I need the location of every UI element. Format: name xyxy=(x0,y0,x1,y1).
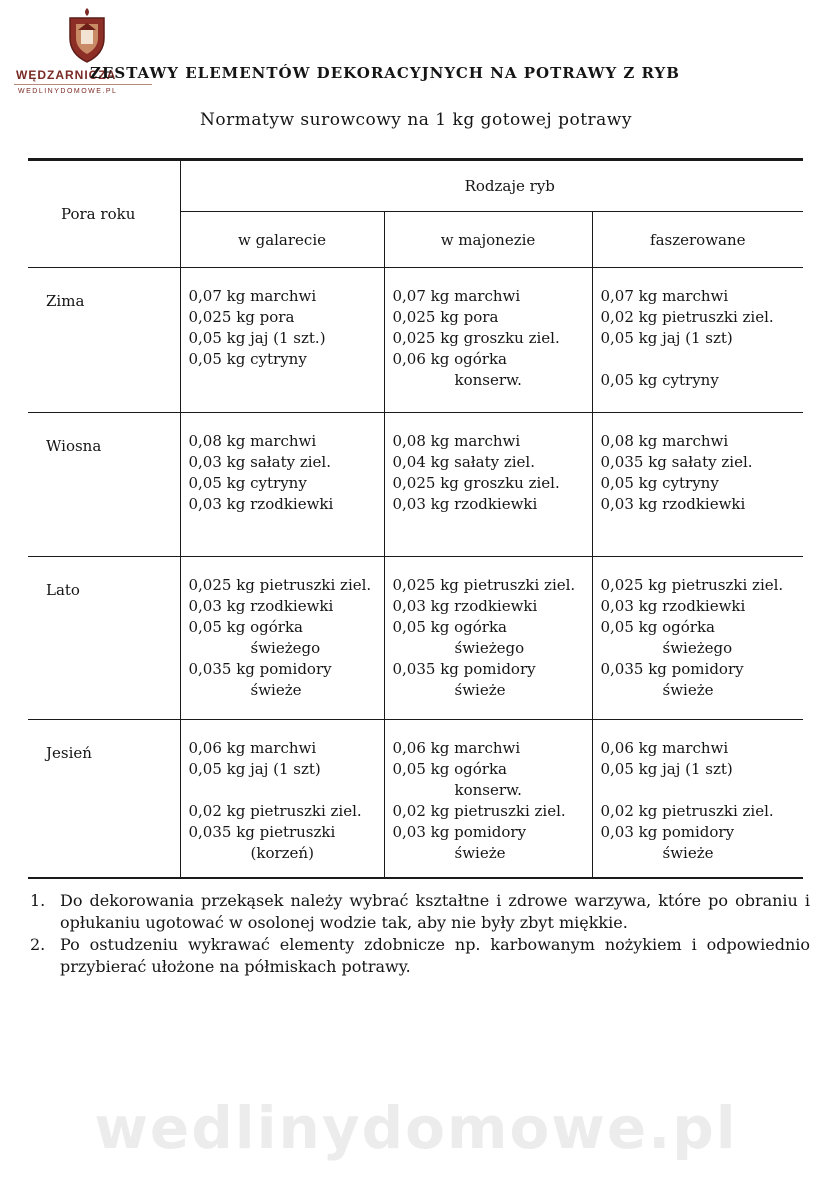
ingredient-line: 0,035 kg sałaty ziel. xyxy=(600,453,753,471)
ingredient-line: 0,06 kg marchwi xyxy=(188,739,317,757)
ingredient-line: 0,035 kg pomidory xyxy=(600,660,744,678)
ingredient-line: świeże xyxy=(662,681,714,699)
cell-faszerowane xyxy=(592,720,803,878)
table-row xyxy=(28,557,803,720)
ingredient-line: 0,025 kg pietruszki ziel. xyxy=(600,576,784,594)
cell-galarecie xyxy=(180,413,384,557)
ingredient-line: 0,05 kg cytryny xyxy=(188,474,307,492)
ingredient-line: 0,04 kg sałaty ziel. xyxy=(392,453,535,471)
cell-galarecie xyxy=(180,268,384,413)
ingredient-line: świeżego xyxy=(662,639,733,657)
ingredient-line: 0,07 kg marchwi xyxy=(392,287,521,305)
ingredient-line: 0,02 kg pietruszki ziel. xyxy=(600,308,774,326)
column-header-majonezie: w majonezie xyxy=(384,212,592,268)
table-row xyxy=(28,413,803,557)
table-row xyxy=(28,720,803,878)
watermark: wedlinydomowe.pl xyxy=(94,1094,738,1162)
season-cell: Jesień xyxy=(28,720,180,878)
ingredient-line: 0,05 kg ogórka xyxy=(392,760,507,778)
season-cell: Zima xyxy=(28,268,180,413)
note-number: 2. xyxy=(30,935,46,954)
ingredient-line: 0,05 kg jaj (1 szt) xyxy=(188,760,321,778)
cell-faszerowane xyxy=(592,413,803,557)
note-number: 1. xyxy=(30,891,46,910)
ingredient-line: 0,035 kg pomidory xyxy=(392,660,536,678)
ingredient-line: 0,08 kg marchwi xyxy=(392,432,521,450)
logo xyxy=(14,4,164,102)
ingredient-line: 0,035 kg pomidory xyxy=(188,660,332,678)
cell-galarecie xyxy=(180,720,384,878)
ingredient-line: świeże xyxy=(250,681,302,699)
ingredient-line: 0,03 kg rzodkiewki xyxy=(188,597,334,615)
ingredient-line: 0,05 kg jaj (1 szt) xyxy=(600,760,733,778)
ingredient-line: 0,025 kg pietruszki ziel. xyxy=(392,576,576,594)
ingredient-line: 0,05 kg cytryny xyxy=(600,474,719,492)
cell-majonezie xyxy=(384,413,592,557)
ingredient-line: 0,05 kg cytryny xyxy=(600,371,719,389)
ingredient-line: 0,02 kg pietruszki ziel. xyxy=(392,802,566,820)
ingredient-line: 0,05 kg cytryny xyxy=(188,350,307,368)
ingredient-line: świeżego xyxy=(250,639,321,657)
note-1 xyxy=(30,890,810,934)
cell-majonezie xyxy=(384,720,592,878)
ingredient-line: 0,05 kg ogórka xyxy=(392,618,507,636)
ingredient-line: 0,025 kg pora xyxy=(188,308,295,326)
ingredient-line: świeże xyxy=(662,844,714,862)
column-header-faszerowane: faszerowane xyxy=(592,212,803,268)
ingredient-line: 0,02 kg pietruszki ziel. xyxy=(188,802,362,820)
season-header: Pora roku xyxy=(28,160,180,268)
ingredient-line: 0,03 kg rzodkiewki xyxy=(600,597,746,615)
cell-faszerowane xyxy=(592,557,803,720)
table-row xyxy=(28,268,803,413)
ingredient-line: 0,03 kg pomidory xyxy=(392,823,527,841)
ingredient-line: (korzeń) xyxy=(250,844,314,862)
logo-name: WĘDZARNICZA xyxy=(16,68,117,82)
ingredient-line: 0,03 kg rzodkiewki xyxy=(188,495,334,513)
ingredient-line: 0,025 kg groszku ziel. xyxy=(392,474,560,492)
ingredient-line: konserw. xyxy=(454,781,522,799)
cell-galarecie xyxy=(180,557,384,720)
ingredient-line: 0,025 kg groszku ziel. xyxy=(392,329,560,347)
norms-table xyxy=(28,158,803,879)
ingredient-line: 0,02 kg pietruszki ziel. xyxy=(600,802,774,820)
ingredient-line: 0,03 kg pomidory xyxy=(600,823,735,841)
ingredient-line: 0,03 kg rzodkiewki xyxy=(392,495,538,513)
notes xyxy=(30,890,810,978)
cell-majonezie xyxy=(384,557,592,720)
crest-icon xyxy=(64,8,110,64)
ingredient-line: 0,035 kg pietruszki xyxy=(188,823,336,841)
note-text: Po ostudzeniu wykrawać elementy zdobnicze np. karbowanym nożykiem i odpowiednio przybierać ułożone na półmiskach potrawy. xyxy=(60,935,810,976)
season-cell: Wiosna xyxy=(28,413,180,557)
ingredient-line: 0,06 kg marchwi xyxy=(600,739,729,757)
ingredient-line: 0,05 kg ogórka xyxy=(600,618,715,636)
note-text: Do dekorowania przekąsek należy wybrać kształtne i zdrowe warzywa, które po obraniu i opłukaniu ugotować w osolonej wodzie tak, aby nie były zbyt miękkie. xyxy=(60,891,810,932)
cell-faszerowane xyxy=(592,268,803,413)
ingredient-line: 0,08 kg marchwi xyxy=(600,432,729,450)
fish-types-header: Rodzaje ryb xyxy=(180,160,803,212)
cell-majonezie xyxy=(384,268,592,413)
ingredient-line: 0,05 kg jaj (1 szt.) xyxy=(188,329,326,347)
ingredient-line: 0,06 kg ogórka xyxy=(392,350,507,368)
ingredient-line: 0,03 kg sałaty ziel. xyxy=(188,453,331,471)
ingredient-line: 0,025 kg pietruszki ziel. xyxy=(188,576,372,594)
ingredient-line: 0,05 kg ogórka xyxy=(188,618,303,636)
ingredient-line: 0,06 kg marchwi xyxy=(392,739,521,757)
ingredient-line: 0,03 kg rzodkiewki xyxy=(600,495,746,513)
logo-divider xyxy=(14,84,152,85)
ingredient-line: 0,07 kg marchwi xyxy=(600,287,729,305)
ingredient-line: 0,025 kg pora xyxy=(392,308,499,326)
ingredient-line: konserw. xyxy=(454,371,522,389)
ingredient-line: 0,08 kg marchwi xyxy=(188,432,317,450)
ingredient-line: 0,07 kg marchwi xyxy=(188,287,317,305)
ingredient-line: 0,05 kg jaj (1 szt) xyxy=(600,329,733,347)
ingredient-line: świeże xyxy=(454,844,506,862)
page-title: ZESTAWY ELEMENTÓW DEKORACYJNYCH NA POTRAWY Z RYB xyxy=(90,64,680,82)
ingredient-line: świeże xyxy=(454,681,506,699)
column-header-galarecie: w galarecie xyxy=(180,212,384,268)
ingredient-line: 0,03 kg rzodkiewki xyxy=(392,597,538,615)
page-subtitle: Normatyw surowcowy na 1 kg gotowej potrawy xyxy=(200,110,632,130)
ingredient-line: świeżego xyxy=(454,639,525,657)
logo-site: WEDLINYDOMOWE.PL xyxy=(18,88,118,95)
season-cell: Lato xyxy=(28,557,180,720)
note-2 xyxy=(30,934,810,978)
